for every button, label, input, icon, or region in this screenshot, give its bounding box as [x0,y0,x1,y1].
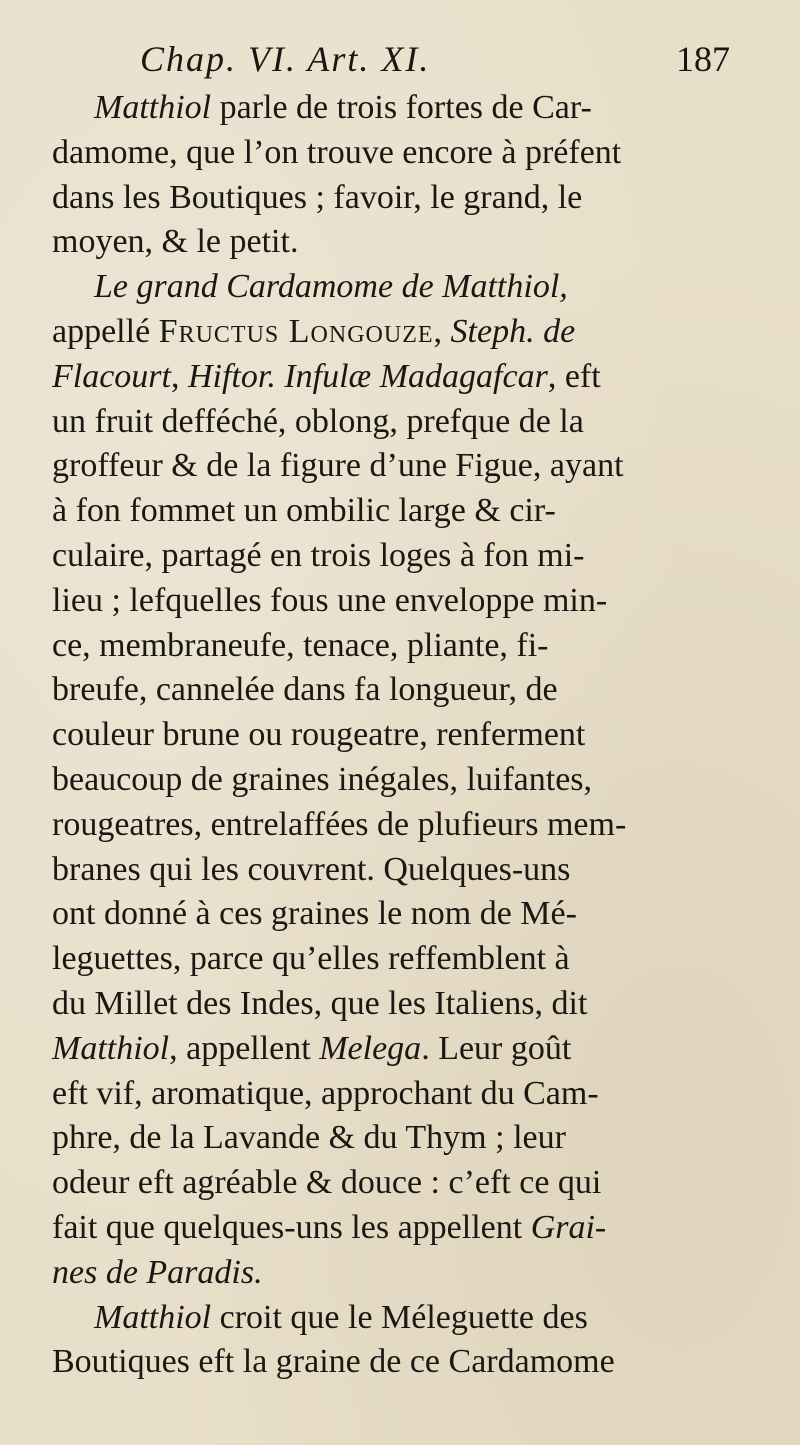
citation: Flacourt [52,357,171,395]
text-line: beaucoup de graines inégales, luifantes, [52,760,593,798]
citation: Steph. de [450,312,576,350]
text-span: , eft [547,357,601,395]
text-line [52,310,772,355]
text-line: phre, de la Lavande & du Thym ; leur [52,1119,566,1157]
text-line [52,86,772,131]
text-span: appellé [52,312,159,350]
text-span: , appellent [169,1029,320,1067]
page-number: 187 [676,39,730,79]
text-span: parle de trois fortes de Car- [211,89,592,126]
text-line: culaire, partagé en trois loges à fon mi- [52,536,585,574]
text-line [52,1206,772,1251]
text-span: fait que quelques-uns les appellent [52,1208,531,1246]
text-line: groffeur & de la figure d’une Figue, ayant [52,447,624,485]
text-line: un fruit defféché, oblong, prefque de la [52,402,584,440]
citation: Hiftor. Infulæ Madagafcar [187,357,548,395]
text-line: à fon fommet un ombilic large & cir- [52,492,556,530]
text-line: leguettes, parce qu’elles reffemblent à [52,940,570,978]
text-line: moyen, & le petit. [52,223,299,261]
text-line: odeur eft agréable & douce : c’eft ce qui [52,1164,602,1202]
latin-name: Melega [319,1029,422,1067]
body-text [52,86,772,1385]
text-span: . Leur goût [421,1029,572,1067]
author-name: Matthiol [52,1029,170,1067]
text-line: branes qui les couvrent. Quelques-uns [52,850,571,888]
section-heading-line: Le grand Cardamome de Matthiol, [94,268,568,306]
text-line: rougeatres, entrelaffées de plufieurs mem- [52,805,627,843]
italic-term: Grai- [530,1208,607,1246]
text-line: eft vif, aromatique, approchant du Cam- [52,1074,599,1112]
text-line: du Millet des Indes, que les Italiens, dit [52,984,588,1022]
text-line: lieu ; lefquelles fous une enveloppe min- [52,581,608,619]
text-line: breufe, cannelée dans fa longueur, de [52,671,558,709]
text-span: , [170,357,188,395]
text-line [52,1296,772,1341]
author-name: Matthiol [94,1298,212,1336]
text-span: croit que le Méleguette des [211,1298,588,1336]
author-name: Matthiol [94,89,212,126]
text-line [52,1027,772,1072]
latin-name: Fructus Longouze [158,312,434,350]
text-line: dans les Boutiques ; favoir, le grand, le [52,178,583,216]
text-line: couleur brune ou rougeatre, renferment [52,716,586,754]
page-header [140,38,730,86]
running-title: Chap. VI. Art. XI. [140,39,431,79]
text-line: Boutiques eft la graine de ce Cardamome [52,1343,615,1381]
text-line: nes de Paradis. [52,1253,263,1291]
text-line: ce, membraneufe, tenace, pliante, fi- [52,626,549,664]
text-line: ont donné à ces graines le nom de Mé- [52,895,577,933]
text-line: damome, que l’on trouve encore à préfent [52,133,622,171]
text-span: , [433,312,451,350]
text-line [52,355,772,400]
